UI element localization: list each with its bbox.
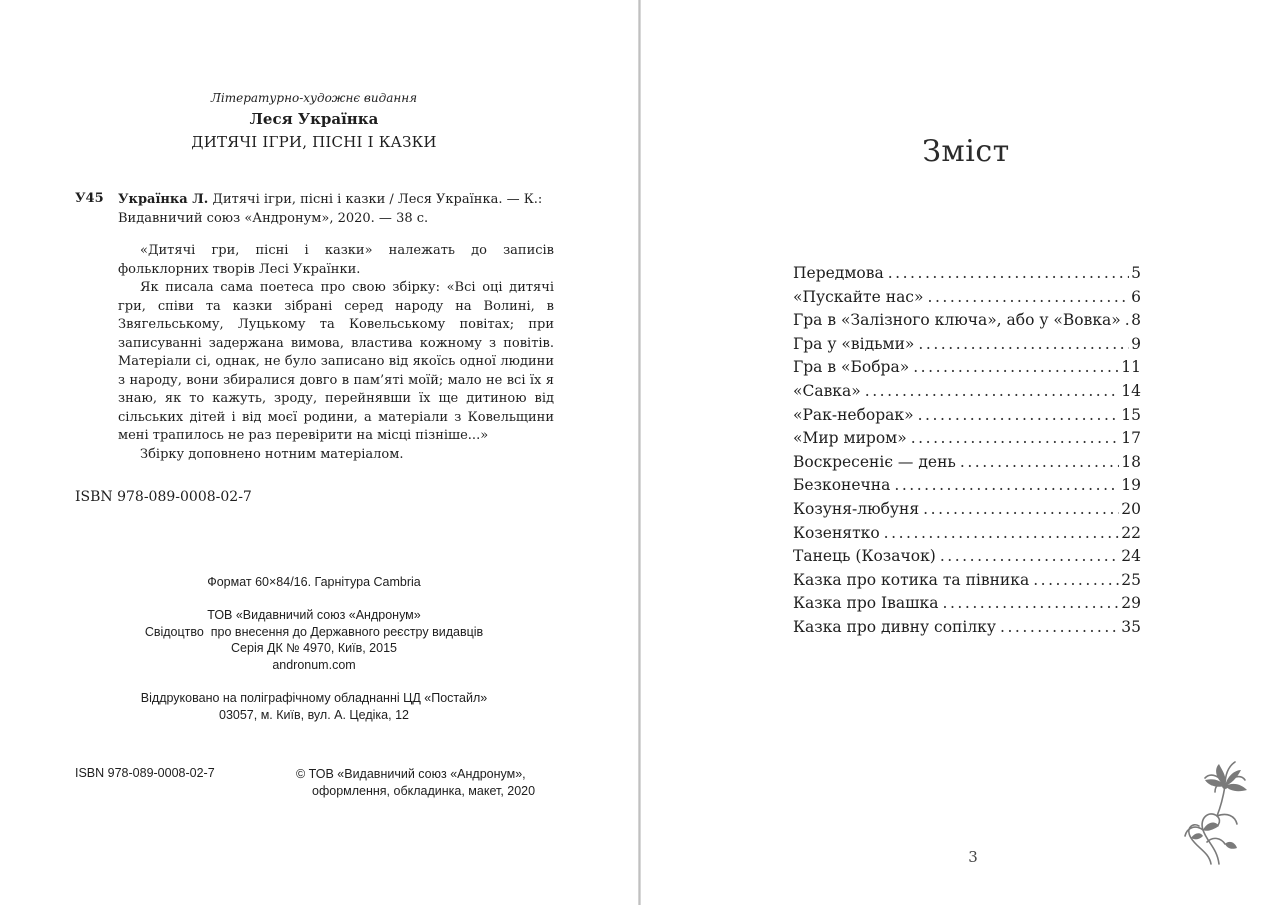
toc-leader <box>960 453 1119 471</box>
toc-entry[interactable] <box>793 476 1141 500</box>
toc-heading: Зміст <box>922 134 1010 169</box>
toc-entry[interactable] <box>793 618 1141 642</box>
toc-entry[interactable] <box>793 453 1141 477</box>
toc-leader <box>918 335 1129 353</box>
toc-leader <box>888 264 1129 282</box>
toc-entry[interactable] <box>793 358 1141 382</box>
toc-leader <box>894 476 1119 494</box>
toc-entry[interactable] <box>793 571 1141 595</box>
printing-line: Віддруковано на поліграфічному обладнанні ЦД «Постайл» <box>140 691 488 705</box>
biblio-description: Дитячі ігри, пісні і казки / Леся Українка. — К.: Видавничий союз «Андронум», 2020. — 38 с. <box>118 192 543 226</box>
printing-info <box>0 690 628 723</box>
page-number: 3 <box>968 848 978 866</box>
toc-title: Казка про котика та півника <box>793 570 1030 589</box>
annotation-paragraph: Збірку доповнено нотним матеріалом. <box>140 446 404 462</box>
left-page <box>0 0 638 905</box>
right-page <box>641 0 1281 905</box>
toc-entry[interactable] <box>793 288 1141 312</box>
toc-title: Казка про Івашка <box>793 594 939 613</box>
toc-page: 20 <box>1121 499 1141 518</box>
copyright-line: оформлення, обкладинка, макет, 2020 <box>312 784 536 798</box>
book-title: ДИТЯЧІ ІГРИ, ПІСНІ І КАЗКИ <box>191 133 437 151</box>
toc-leader <box>1033 571 1119 589</box>
table-of-contents <box>793 264 1141 642</box>
toc-title: Танець (Козачок) <box>793 547 936 566</box>
toc-title: «Рак-неборак» <box>793 405 914 424</box>
copyright-line: © ТОВ «Видавничий союз «Андронум», <box>296 767 526 781</box>
printing-address: 03057, м. Київ, вул. А. Цедіка, 12 <box>219 707 409 722</box>
toc-title: Воскресеніє — день <box>793 452 956 471</box>
toc-entry[interactable] <box>793 429 1141 453</box>
toc-page: 24 <box>1121 547 1141 566</box>
toc-title: Безконечна <box>793 476 891 495</box>
toc-page: 22 <box>1121 523 1141 542</box>
toc-entry[interactable] <box>793 524 1141 548</box>
annotation <box>118 242 554 464</box>
toc-entry[interactable] <box>793 547 1141 571</box>
toc-leader <box>918 406 1120 424</box>
toc-page: 17 <box>1121 429 1141 448</box>
catalog-code: У45 <box>75 191 104 206</box>
toc-entry[interactable] <box>793 382 1141 406</box>
toc-entry[interactable] <box>793 406 1141 430</box>
toc-title: «Мир миром» <box>793 429 907 448</box>
toc-leader <box>923 500 1119 518</box>
toc-entry[interactable] <box>793 594 1141 618</box>
toc-title: Казка про дивну сопілку <box>793 617 996 636</box>
toc-entry[interactable] <box>793 500 1141 524</box>
format-line: Формат 60×84/16. Гарнітура Cambria <box>207 575 421 589</box>
toc-leader <box>940 547 1119 565</box>
publisher-line: ТОВ «Видавничий союз «Андронум» <box>207 608 421 622</box>
toc-page: 19 <box>1121 476 1141 495</box>
toc-page: 29 <box>1121 594 1141 613</box>
format-info <box>0 574 628 591</box>
toc-leader <box>943 594 1120 612</box>
biblio-author: Українка Л. <box>118 192 209 207</box>
toc-title: «Пускайте нас» <box>793 287 924 306</box>
toc-title: Козенятко <box>793 523 880 542</box>
toc-entry[interactable] <box>793 264 1141 288</box>
toc-page: 15 <box>1121 405 1141 424</box>
toc-page: 9 <box>1131 334 1141 353</box>
bibliographic-record <box>118 191 554 228</box>
toc-leader <box>884 524 1120 542</box>
publisher-info <box>0 607 628 673</box>
toc-page: 14 <box>1121 381 1141 400</box>
publisher-website: andronum.com <box>272 657 356 672</box>
annotation-paragraph: Як писала сама поетеса про свою збірку: «Всі оці дитячі гри, співи та казки зібрані серед народу на Волині, в Звягельському, Луцькому та Ковельському повітах; при записуванні задержана вимова, властива кожному з повітів. Матеріали сі, однак, не було записано від якоїсь одної людини з народу, вони збиралися довго в пам’яті моїй; мало не всі їх я знаю, як то кажуть, зроду, перейнявши їх ще дитиною від сільських дітей і від моєї родини, а матеріали з Ковельщини мені трапилось не раз перевірити на місці пізніше...» <box>118 280 554 443</box>
annotation-paragraph: «Дитячі гри, пісні і казки» належать до записів фольклорних творів Лесі Українки. <box>118 243 554 277</box>
toc-page: 5 <box>1131 264 1141 282</box>
toc-leader <box>927 288 1129 306</box>
edition-type: Літературно-художнє видання <box>210 91 418 105</box>
toc-title: Гра в «Бобра» <box>793 358 910 377</box>
toc-page: 25 <box>1121 570 1141 589</box>
toc-page: 18 <box>1121 452 1141 471</box>
toc-entry[interactable] <box>793 311 1141 335</box>
toc-title: «Савка» <box>793 381 861 400</box>
toc-leader <box>1000 618 1119 636</box>
toc-leader <box>913 358 1119 376</box>
toc-page: 6 <box>1131 287 1141 306</box>
toc-page: 35 <box>1121 617 1141 636</box>
book-author: Леся Українка <box>249 110 379 128</box>
isbn-bottom: ISBN 978-089-0008-02-7 <box>75 766 215 780</box>
copyright <box>296 766 535 800</box>
floral-ornament-icon <box>1181 756 1251 868</box>
toc-title: Передмова <box>793 264 884 282</box>
toc-entry[interactable] <box>793 335 1141 359</box>
toc-title: Гра в «Залізного ключа», або у «Вовка» <box>793 311 1121 330</box>
toc-leader <box>865 382 1120 400</box>
toc-title: Козуня-любуня <box>793 499 920 518</box>
isbn-top: ISBN 978-089-0008-02-7 <box>75 489 252 505</box>
publisher-line: Свідоцтво про внесення до Державного реєстру видавців <box>144 624 484 639</box>
toc-leader <box>911 429 1120 447</box>
publisher-line: Серія ДК № 4970, Київ, 2015 <box>231 641 397 655</box>
toc-page: 11 <box>1121 358 1141 377</box>
toc-title: Гра у «відьми» <box>793 334 915 353</box>
toc-page: 8 <box>1131 311 1141 330</box>
